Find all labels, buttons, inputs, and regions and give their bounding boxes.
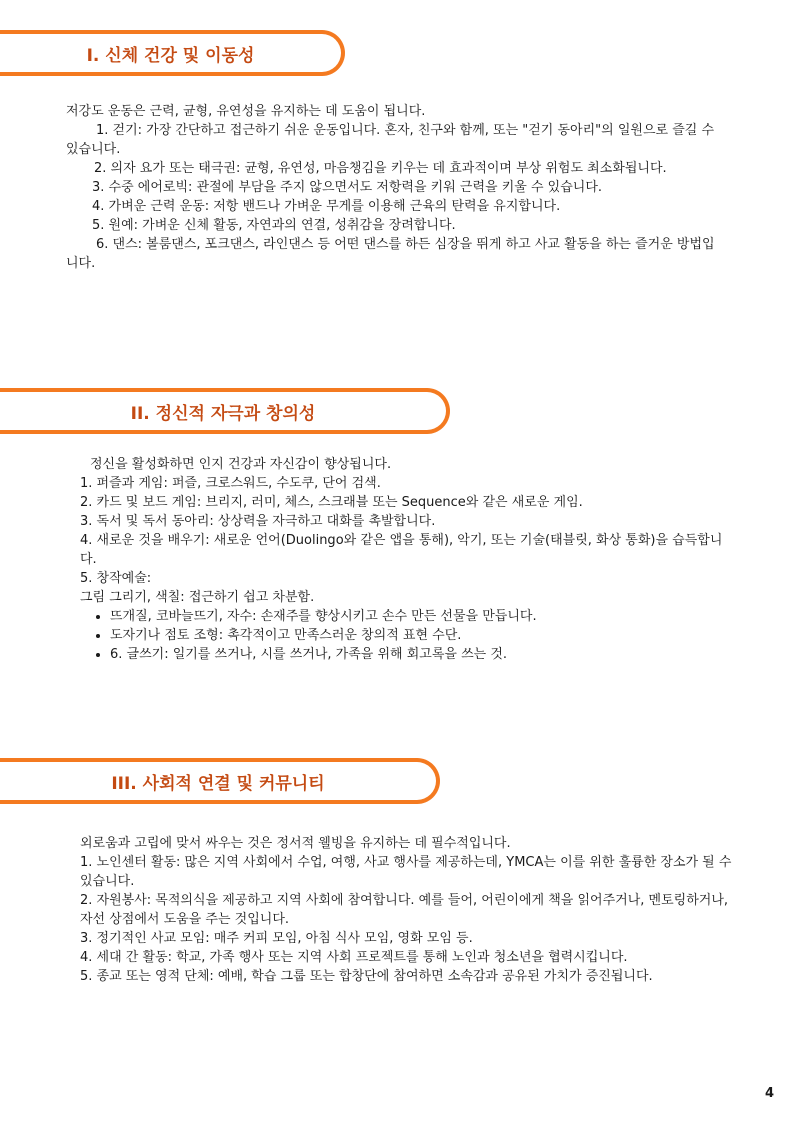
section-title: I. 신체 건강 및 이동성 [86, 45, 255, 66]
bullet-item: • 6. 글쓰기: 일기를 쓰거나, 시를 쓰거나, 가족을 위해 회고록을 쓰는 것. [110, 645, 730, 664]
list-item: 1. 노인센터 활동: 많은 지역 사회에서 수업, 여행, 사교 행사를 제공하는데, YMCA는 이를 위한 훌륭한 장소가 될 수 있습니다. [80, 855, 732, 889]
list-item: 4. 새로운 것을 배우기: 새로운 언어(Duolingo와 같은 앱을 통해), 악기, 또는 기술(태블릿, 화상 통화)을 습득합니다. [80, 533, 723, 567]
list-item: 1. 퍼즐과 게임: 퍼즐, 크로스워드, 수도쿠, 단어 검색. [80, 476, 381, 491]
bullet-item: • 도자기나 점토 조형: 촉각적이고 만족스러운 창의적 표현 수단. [110, 626, 730, 645]
list-item: 2. 카드 및 보드 게임: 브리지, 러미, 체스, 스크래블 또는 Sequence와 같은 새로운 게임. [80, 495, 583, 510]
list-item: 2. 자원봉사: 목적의식을 제공하고 지역 사회에 참여합니다. 예를 들어, 어린이에게 책을 읽어주거나, 멘토링하거나, 자선 상점에서 도움을 주는 것입니다. [80, 893, 729, 927]
section-intro: 저강도 운동은 근력, 균형, 유연성을 유지하는 데 도움이 됩니다. [66, 104, 426, 119]
list-item: 4. 가벼운 근력 운동: 저항 밴드나 가벼운 무게를 이용해 근육의 탄력을 유지합니다. [92, 199, 561, 214]
bullet-item: • 뜨개질, 코바늘뜨기, 자수: 손재주를 향상시키고 손수 만든 선물을 만듭니다. [110, 607, 730, 626]
page-number: 4 [764, 1086, 774, 1101]
section-body [80, 834, 740, 986]
section-body [80, 455, 730, 664]
list-item: 6. 댄스: 볼룸댄스, 포크댄스, 라인댄스 등 어떤 댄스를 하든 심장을 뛰게 하고 사교 활동을 하는 즐거운 방법입니다. [66, 237, 715, 271]
list-item: 3. 독서 및 독서 동아리: 상상력을 자극하고 대화를 촉발합니다. [80, 514, 436, 529]
section-body [66, 102, 726, 273]
list-item: 3. 수중 에어로빅: 관절에 부담을 주지 않으면서도 저항력을 키워 근력을 키울 수 있습니다. [92, 180, 603, 195]
list-item: 4. 세대 간 활동: 학교, 가족 행사 또는 지역 사회 프로젝트를 통해 노인과 청소년을 협력시킵니다. [80, 950, 628, 965]
list-item: 5. 종교 또는 영적 단체: 예배, 학습 그룹 또는 합창단에 참여하면 소속감과 공유된 가치가 증진됩니다. [80, 969, 653, 984]
section-banner [0, 30, 345, 76]
section-banner [0, 758, 440, 804]
list-item: 5. 창작예술: [80, 571, 152, 586]
list-item: 2. 의자 요가 또는 태극권: 균형, 유연성, 마음챙김을 키우는 데 효과적이며 부상 위험도 최소화됩니다. [94, 161, 667, 176]
section-title: III. 사회적 연결 및 커뮤니티 [111, 773, 325, 794]
section-intro: 정신을 활성화하면 인지 건강과 자신감이 향상됩니다. [90, 457, 392, 472]
list-item: 그림 그리기, 색칠: 접근하기 쉽고 차분함. [80, 590, 315, 605]
section-banner [0, 388, 450, 434]
list-item: 5. 원예: 가벼운 신체 활동, 자연과의 연결, 성취감을 장려합니다. [92, 218, 456, 233]
bullet-list [80, 607, 730, 664]
section-intro: 외로움과 고립에 맞서 싸우는 것은 정서적 웰빙을 유지하는 데 필수적입니다. [80, 836, 511, 851]
section-title: II. 정신적 자극과 창의성 [130, 403, 316, 424]
list-item: 3. 정기적인 사교 모임: 매주 커피 모임, 아침 식사 모임, 영화 모임 등. [80, 931, 473, 946]
list-item: 1. 걷기: 가장 간단하고 접근하기 쉬운 운동입니다. 혼자, 친구와 함께, 또는 "걷기 동아리"의 일원으로 즐길 수 있습니다. [66, 123, 715, 157]
